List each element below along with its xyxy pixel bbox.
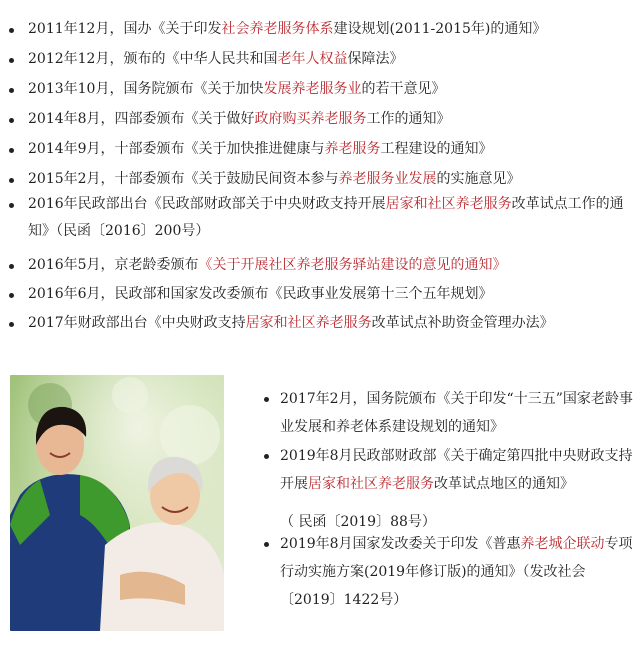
policy-item (0, 76, 644, 103)
highlight-text: 《关于开展社区养老服务驿站建设的意见的通知》 (198, 257, 507, 273)
item-text: 2017年财政部出台《中央财政支持 (28, 315, 246, 331)
policy-item (0, 136, 644, 163)
item-text: 2017年2月，国务院颁布《关于印发“十三五”国家老龄事业发展和养老体系建设规划的通知》 (280, 391, 633, 435)
policy-item (258, 530, 640, 614)
item-text: 建设规划(2011-2015年)的通知》 (333, 21, 547, 37)
item-text: 改革试点工作的通知》（民函〔2016〕200号） (28, 196, 624, 239)
item-text: 2016年民政部出台《民政部财政部关于中央财政支持开展 (28, 196, 386, 212)
highlight-text: 养老服务业发展 (338, 171, 437, 187)
highlight-text: 养老服务 (324, 141, 381, 157)
highlight-text: 养老城企联动 (520, 536, 605, 552)
item-text: 2014年8月，四部委颁布《关于做好 (28, 111, 255, 127)
bullet-icon (9, 118, 14, 123)
bullet-icon (9, 293, 14, 298)
highlight-text: 社会养老服务体系 (221, 21, 334, 37)
item-text: 2012年12月，颁布的《中华人民共和国 (28, 51, 278, 67)
highlight-text: 居家和社区养老服务 (308, 476, 434, 492)
policy-item (0, 106, 644, 133)
policy-item (258, 385, 640, 441)
bullet-icon (9, 264, 14, 269)
item-text: 2019年8月国家发改委关于印发《普惠 (280, 536, 521, 552)
item-text: 保障法》 (347, 51, 404, 67)
highlight-text: 老年人权益 (277, 51, 348, 67)
highlight-text: 发展养老服务业 (263, 81, 362, 97)
bullet-icon (9, 58, 14, 63)
bullet-icon (264, 454, 269, 459)
policy-item (258, 442, 640, 536)
item-text: 2019年8月民政部财政部《关于确定第四批中央财政支持开展 (280, 448, 633, 492)
item-text: 2015年2月，十部委颁布《关于鼓励民间资本参与 (28, 171, 339, 187)
bullet-icon (9, 88, 14, 93)
policy-item (0, 310, 644, 337)
item-text: 工作的通知》 (366, 111, 451, 127)
bullet-icon (264, 542, 269, 547)
bullet-icon (9, 322, 14, 327)
policy-item (0, 16, 644, 43)
caregiver-elderly-photo (10, 375, 224, 631)
highlight-text: 居家和社区养老服务 (385, 196, 512, 212)
item-text: 2013年10月，国务院颁布《关于加快 (28, 81, 264, 97)
highlight-text: 政府购买养老服务 (254, 111, 367, 127)
bullet-icon (9, 203, 14, 208)
policy-item (0, 166, 644, 193)
item-subtext: （ 民函〔2019〕88号） (280, 514, 436, 530)
bullet-icon (9, 148, 14, 153)
bullet-icon (9, 178, 14, 183)
bullet-icon (9, 28, 14, 33)
item-text: 2016年6月，民政部和国家发改委颁布《民政事业发展第十三个五年规划》 (28, 286, 493, 302)
highlight-text: 居家和社区养老服务 (245, 315, 372, 331)
policy-item (0, 252, 644, 279)
item-text: 工程建设的通知》 (380, 141, 493, 157)
policy-item (0, 191, 644, 245)
item-text: 2011年12月，国办《关于印发 (28, 21, 222, 37)
item-text: 2016年5月，京老龄委颁布 (28, 257, 199, 273)
item-text: 改革试点地区的通知》 (434, 476, 574, 492)
item-text: 专项行动实施方案(2019年修订版)的通知》（发改社会〔2019〕1422号） (280, 536, 633, 608)
item-text: 2014年9月，十部委颁布《关于加快推进健康与 (28, 141, 325, 157)
policy-item (0, 46, 644, 73)
item-text: 的实施意见》 (436, 171, 521, 187)
bullet-icon (264, 397, 269, 402)
item-text: 的若干意见》 (361, 81, 446, 97)
policy-item (0, 281, 644, 308)
item-text: 改革试点补助资金管理办法》 (371, 315, 554, 331)
